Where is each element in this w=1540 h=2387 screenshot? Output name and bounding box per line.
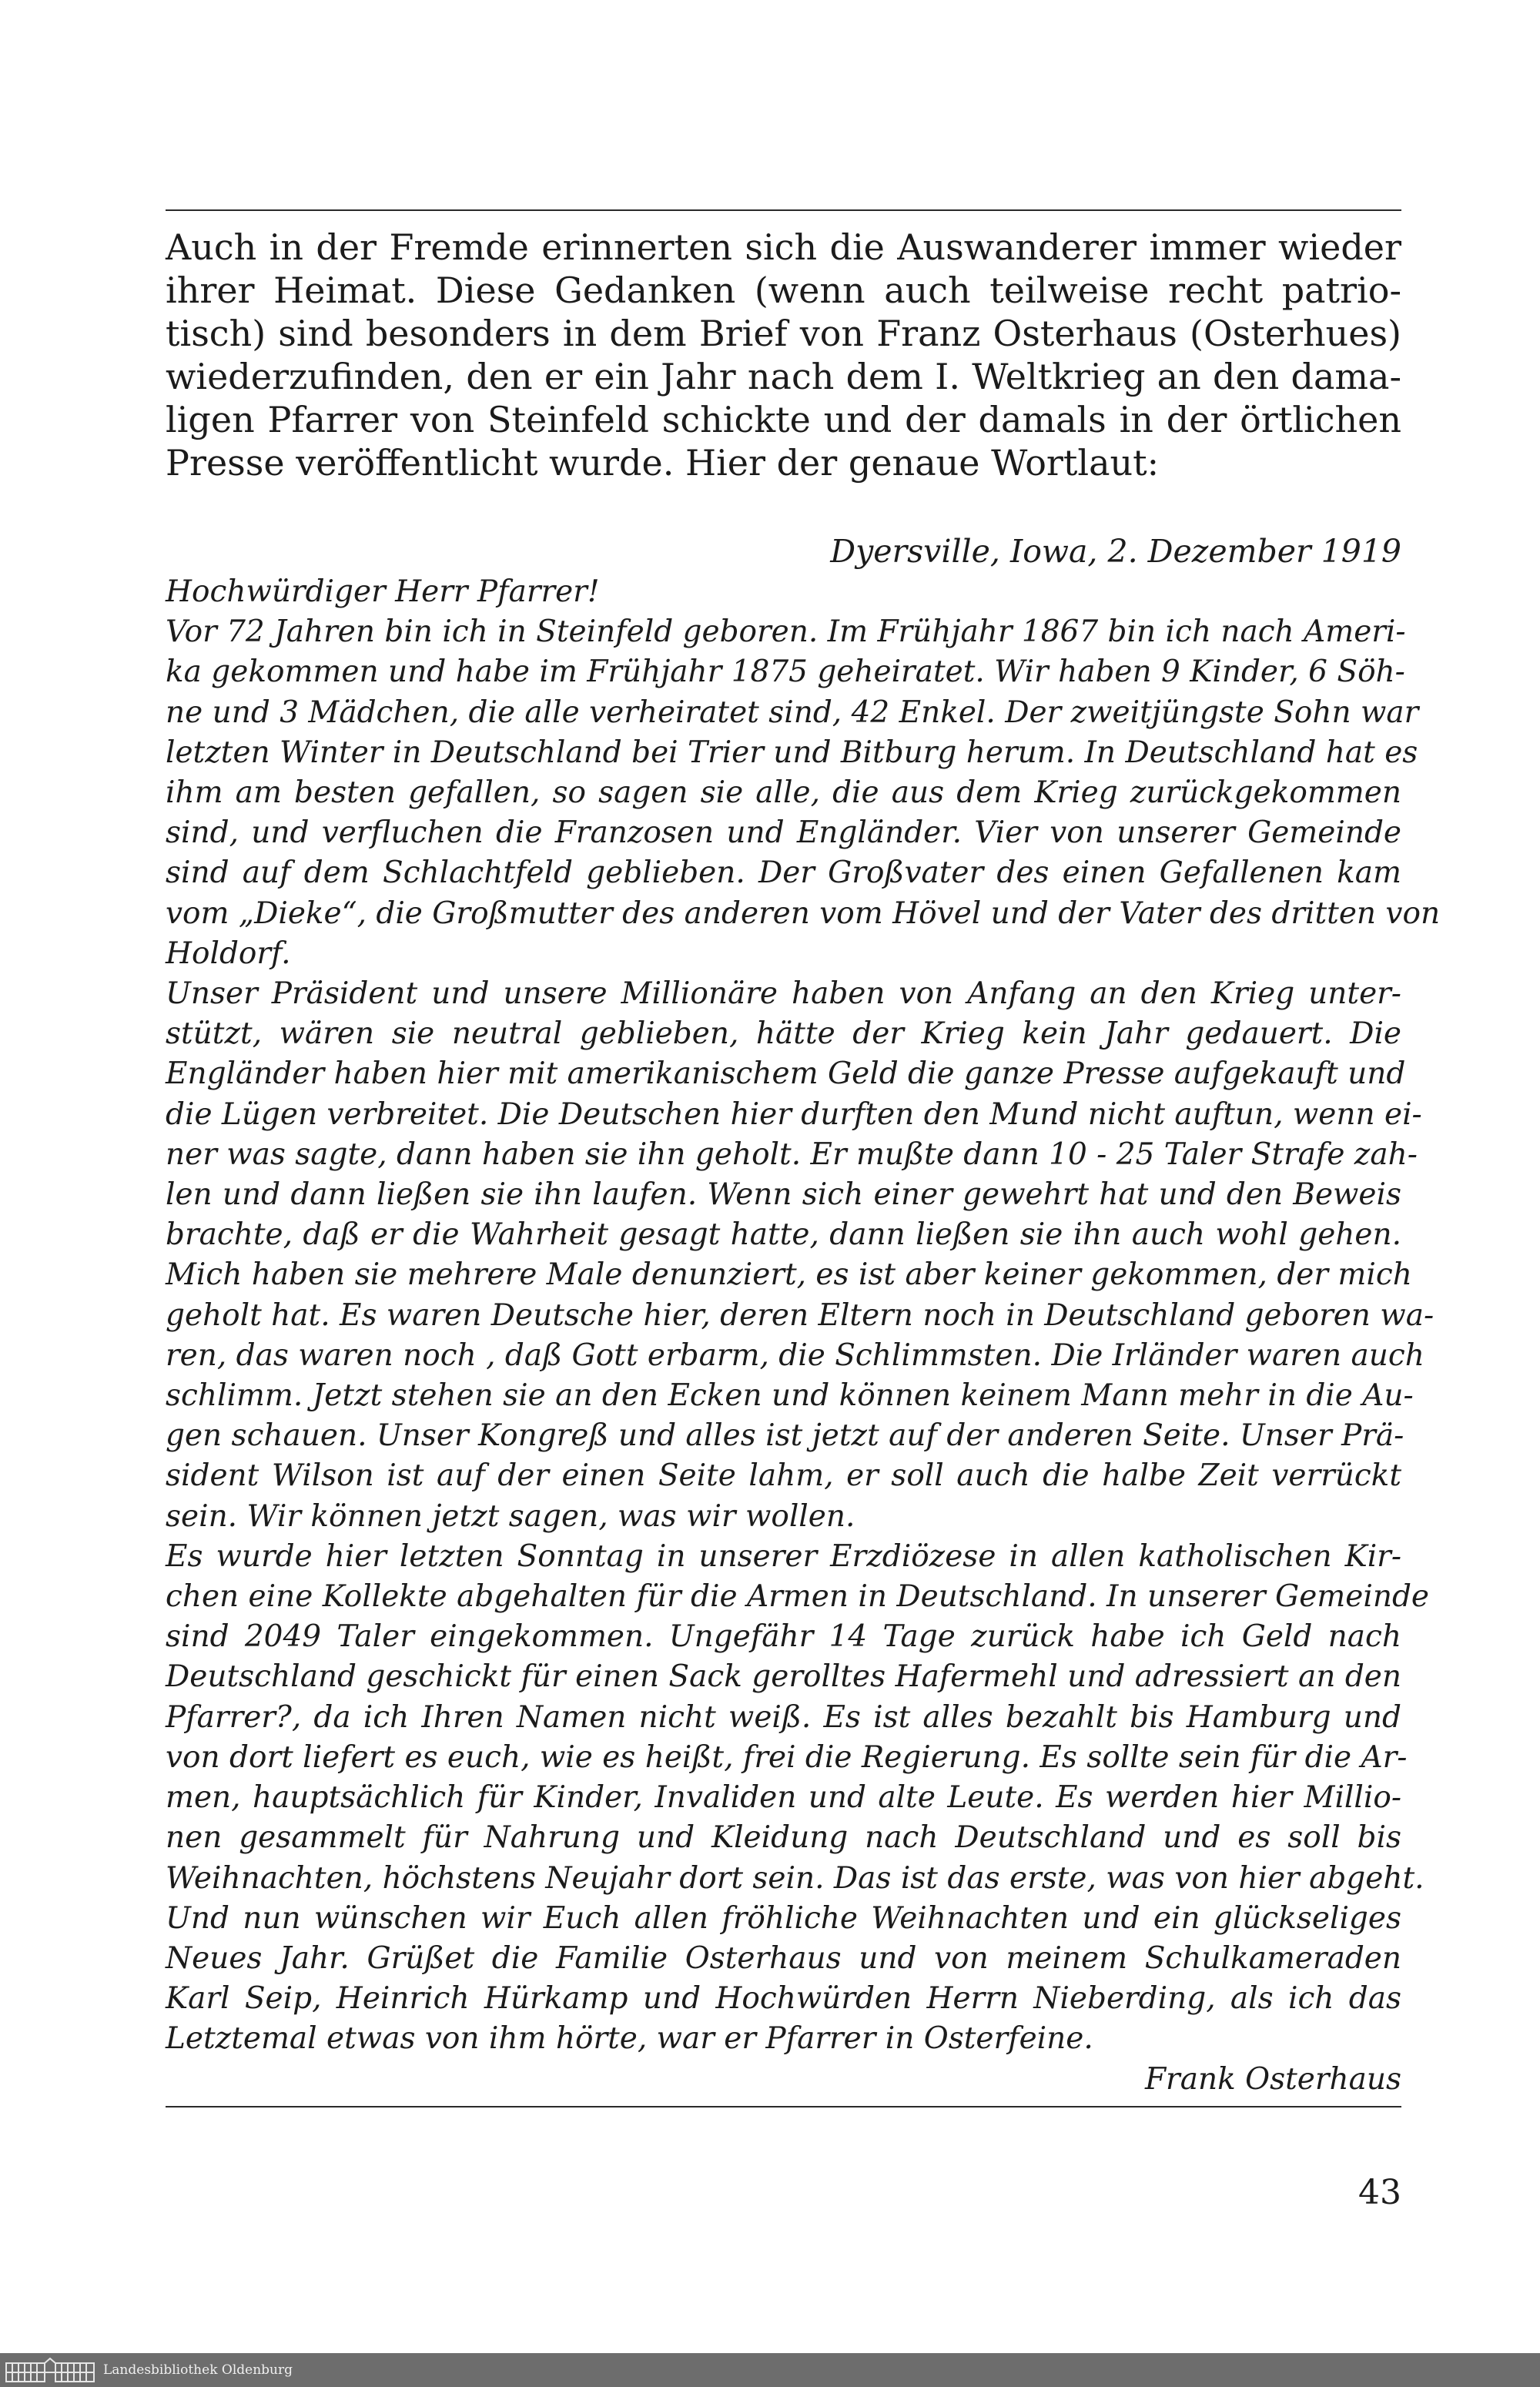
letter-line: schlimm. Jetzt stehen sie an den Ecken und können keinem Mann mehr in die Au-: [166, 1378, 1414, 1414]
letter-line: Es wurde hier letzten Sonntag in unserer Erzdiözese in allen katholischen Kir-: [166, 1538, 1401, 1574]
letter-line: sind, und verfluchen die Franzosen und Engländer. Vier von unserer Gemeinde: [166, 815, 1401, 851]
letter-line: Deutschland geschickt für einen Sack gerolltes Hafermehl und adressiert an den: [166, 1659, 1401, 1695]
letter-line: die Lügen verbreitet. Die Deutschen hier durften den Mund nicht auftun, wenn ei-: [166, 1096, 1422, 1132]
letter-line: sident Wilson ist auf der einen Seite lahm, er soll auch die halbe Zeit verrückt: [166, 1458, 1401, 1494]
letter-line: ka gekommen und habe im Frühjahr 1875 geheiratet. Wir haben 9 Kinder, 6 Söh-: [166, 654, 1405, 690]
letter-signature: Frank Osterhaus: [1145, 2061, 1401, 2097]
intro-line: tisch) sind besonders in dem Brief von Franz Osterhaus (Osterhues): [166, 313, 1401, 354]
library-footer-bar: [0, 2353, 1540, 2387]
letter-line: Karl Seip, Heinrich Hürkamp und Hochwürden Herrn Nieberding, als ich das: [166, 1981, 1401, 2017]
letter-line: ihm am besten gefallen, so sagen sie alle, die aus dem Krieg zurückgekommen: [166, 775, 1401, 811]
letter-line: len und dann ließen sie ihn laufen. Wenn sich einer gewehrt hat und den Beweis: [166, 1177, 1401, 1213]
top-rule: [166, 209, 1401, 211]
letter-line: sein. Wir können jetzt sagen, was wir wollen.: [166, 1498, 855, 1534]
letter-line: nen gesammelt für Nahrung und Kleidung nach Deutschland und es soll bis: [166, 1820, 1401, 1856]
letter-line: Engländer haben hier mit amerikanischem Geld die ganze Presse aufgekauft und: [166, 1056, 1406, 1092]
letter-line: geholt hat. Es waren Deutsche hier, deren Eltern noch in Deutschland geboren wa-: [166, 1297, 1435, 1333]
intro-paragraph: [166, 226, 1401, 484]
letter-line: stützt, wären sie neutral geblieben, hätte der Krieg kein Jahr gedauert. Die: [166, 1016, 1401, 1052]
letter-line: letzten Winter in Deutschland bei Trier und Bitburg herum. In Deutschland hat es: [166, 735, 1418, 770]
intro-line: ligen Pfarrer von Steinfeld schickte und der damals in der örtlichen: [166, 399, 1401, 440]
letter-dateline: Dyersville, Iowa, 2. Dezember 1919: [830, 533, 1401, 570]
letter-line: Pfarrer?, da ich Ihren Namen nicht weiß. Es ist alles bezahlt bis Hamburg und: [166, 1699, 1401, 1735]
letter-line: brachte, daß er die Wahrheit gesagt hatte, dann ließen sie ihn auch wohl gehen.: [166, 1217, 1401, 1253]
letter-line: Unser Präsident und unsere Millionäre haben von Anfang an den Krieg unter-: [166, 976, 1401, 1012]
letter-line: sind auf dem Schlachtfeld geblieben. Der Großvater des einen Gefallenen kam: [166, 855, 1401, 891]
letter-body: [166, 572, 1441, 2100]
letter-line: ner was sagte, dann haben sie ihn geholt. Er mußte dann 10 - 25 Taler Strafe zah-: [166, 1137, 1418, 1172]
letter-line: Letztemal etwas von ihm hörte, war er Pfarrer in Osterfeine.: [166, 2021, 1093, 2057]
letter-line: chen eine Kollekte abgehalten für die Armen in Deutschland. In unserer Gemeinde: [166, 1579, 1429, 1615]
letter-line: Vor 72 Jahren bin ich in Steinfeld geboren. Im Frühjahr 1867 bin ich nach Ameri-: [166, 614, 1406, 650]
letter-salutation: Hochwürdiger Herr Pfarrer!: [166, 574, 600, 609]
letter-line: gen schauen. Unser Kongreß und alles ist jetzt auf der anderen Seite. Unser Prä-: [166, 1418, 1404, 1454]
intro-line: Auch in der Fremde erinnerten sich die Auswanderer immer wieder: [166, 226, 1401, 268]
letter-line: vom „Dieke“, die Großmutter des anderen vom Hövel und der Vater des dritten von: [166, 896, 1441, 931]
letter-line: ren, das waren noch , daß Gott erbarm, die Schlimmsten. Die Irländer waren auch: [166, 1337, 1424, 1373]
letter-line: von dort liefert es euch, wie es heißt, frei die Regierung. Es sollte sein für die Ar-: [166, 1739, 1408, 1775]
letter-line: Neues Jahr. Grüßet die Familie Osterhaus und von meinem Schulkameraden: [166, 1940, 1401, 1976]
letter-line: Holdorf.: [166, 936, 291, 971]
letter-line: sind 2049 Taler eingekommen. Ungefähr 14 Tage zurück habe ich Geld nach: [166, 1619, 1401, 1655]
letter-line: Weihnachten, höchstens Neujahr dort sein. Das ist das erste, was von hier abgeht.: [166, 1860, 1424, 1896]
library-name: Landesbibliothek Oldenburg: [103, 2362, 293, 2378]
bottom-rule: [166, 2106, 1401, 2107]
intro-line: ihrer Heimat. Diese Gedanken (wenn auch teilweise recht patrio-: [166, 270, 1401, 311]
letter-line: Und nun wünschen wir Euch allen fröhliche Weihnachten und ein glückseliges: [166, 1900, 1401, 1936]
intro-line: wiederzufinden, den er ein Jahr nach dem I. Weltkrieg an den dama-: [166, 356, 1401, 397]
letter-line: ne und 3 Mädchen, die alle verheiratet sind, 42 Enkel. Der zweitjüngste Sohn war: [166, 695, 1419, 730]
letter-line: men, hauptsächlich für Kinder, Invaliden und alte Leute. Es werden hier Millio-: [166, 1780, 1401, 1816]
library-building-icon: [5, 2357, 95, 2383]
intro-line: Presse veröffentlicht wurde. Hier der genaue Wortlaut:: [166, 442, 1160, 484]
letter-line: Mich haben sie mehrere Male denunziert, es ist aber keiner gekommen, der mich: [166, 1257, 1412, 1293]
page-number: 43: [1358, 2173, 1401, 2212]
